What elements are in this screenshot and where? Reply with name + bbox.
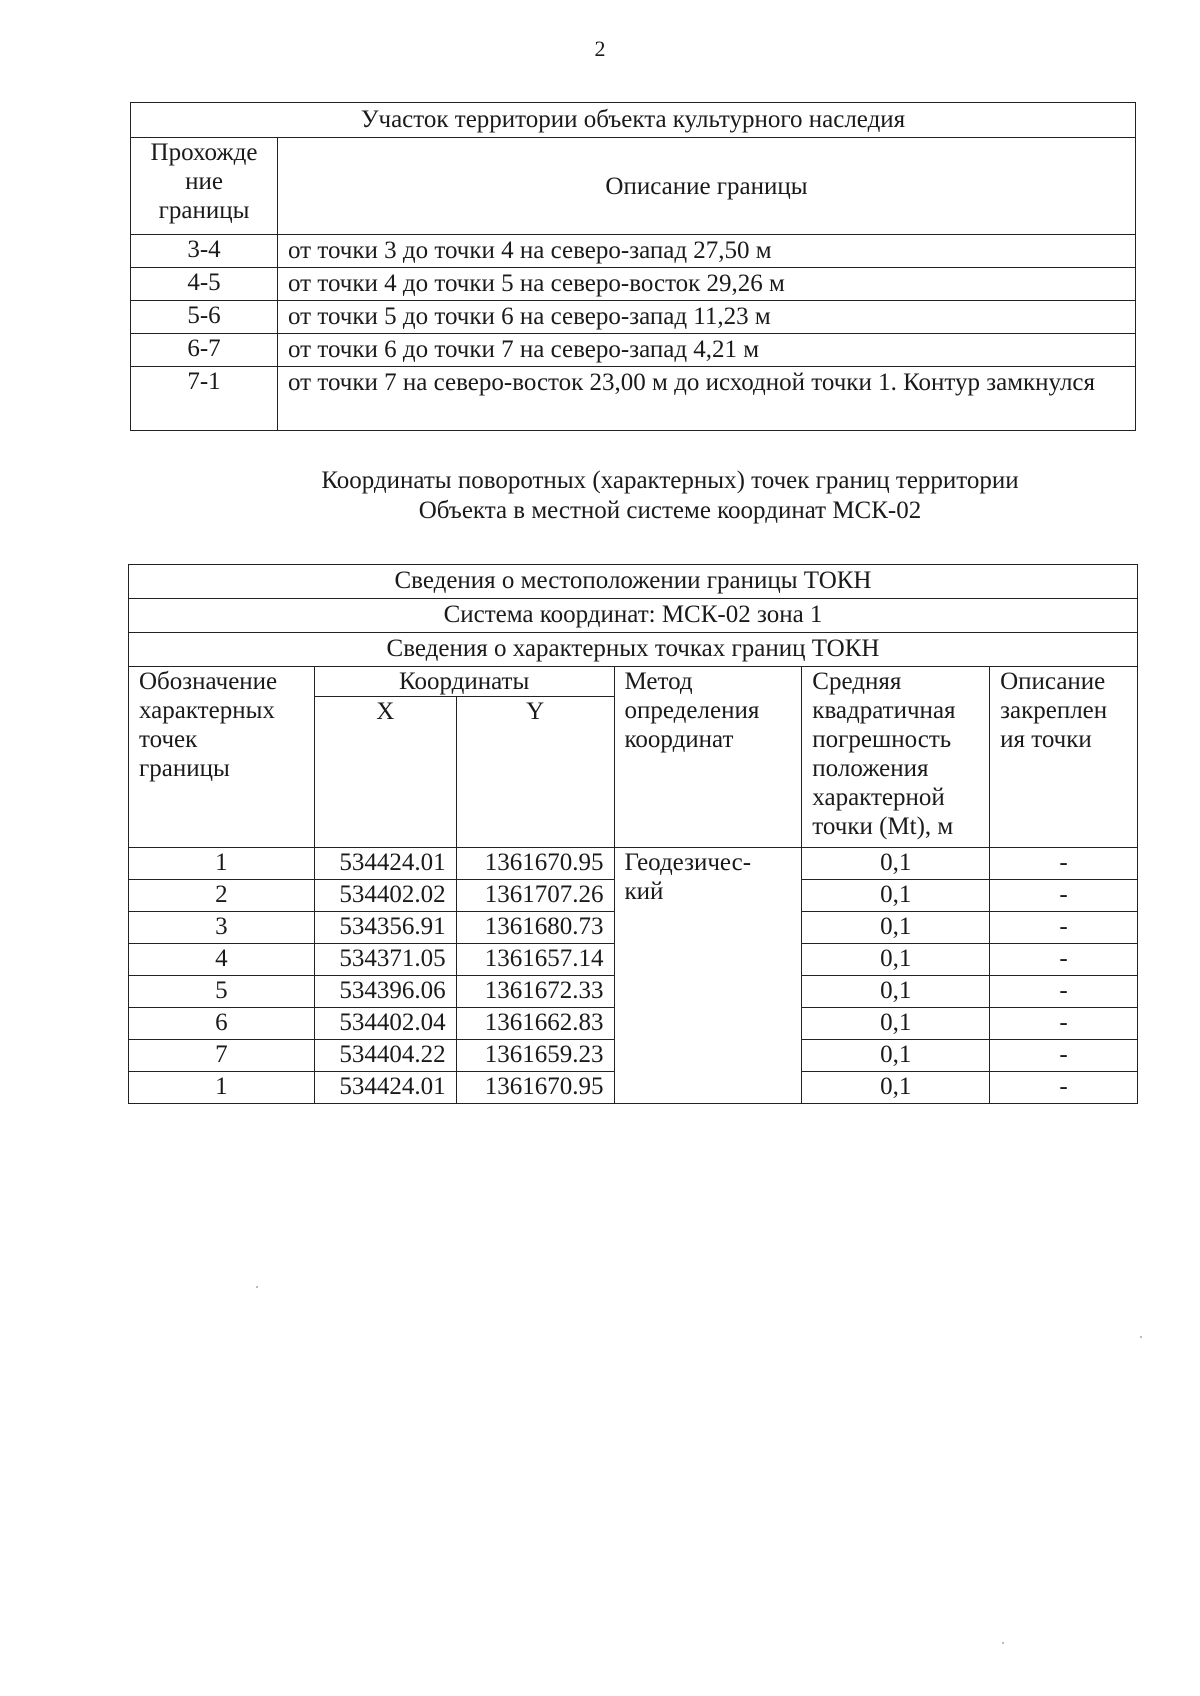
description-cell: от точки 4 до точки 5 на северо-восток 29,26 м (278, 268, 1136, 301)
table-header-row (131, 138, 1136, 235)
header-line: Средняя (812, 668, 902, 695)
header-line: погрешность (812, 726, 952, 753)
error-cell: 0,1 (802, 1072, 990, 1104)
description-cell: от точки 6 до точки 7 на северо-запад 4,21 м (278, 334, 1136, 367)
y-cell: 1361670.95 (456, 1072, 614, 1104)
header-line: определения (624, 697, 760, 724)
y-cell: 1361680.73 (456, 912, 614, 944)
fixing-cell: - (990, 1072, 1138, 1104)
point-cell: 2 (129, 880, 315, 912)
header-line: Описание (1000, 668, 1106, 695)
segment-cell: 7-1 (131, 367, 278, 431)
y-cell: 1361659.23 (456, 1040, 614, 1072)
header-line: Прохожде (150, 139, 258, 166)
fixing-cell: - (990, 976, 1138, 1008)
column-header-designation (129, 667, 315, 848)
header-line: границы (158, 197, 250, 224)
column-header-coordinates: Координаты (314, 667, 614, 697)
fixing-cell: - (990, 848, 1138, 880)
point-cell: 5 (129, 976, 315, 1008)
boundary-description-table (130, 102, 1136, 431)
fixing-cell: - (990, 944, 1138, 976)
scan-speck (1140, 1336, 1142, 1338)
scan-speck (1002, 1642, 1004, 1644)
header-line: квадратичная (812, 697, 956, 724)
description-cell: от точки 3 до точки 4 на северо-запад 27,50 м (278, 235, 1136, 268)
x-cell: 534402.02 (314, 880, 456, 912)
fixing-cell: - (990, 1040, 1138, 1072)
scan-speck (256, 1286, 258, 1288)
segment-cell: 4-5 (131, 268, 278, 301)
table-title-row (131, 103, 1136, 138)
error-cell: 0,1 (802, 1040, 990, 1072)
page-number: 2 (594, 36, 606, 61)
table-row (131, 301, 1136, 334)
error-cell: 0,1 (802, 976, 990, 1008)
x-cell: 534356.91 (314, 912, 456, 944)
x-cell: 534404.22 (314, 1040, 456, 1072)
coordinate-system: Система координат: МСК-02 зона 1 (129, 599, 1138, 633)
x-cell: 534402.04 (314, 1008, 456, 1040)
fixing-cell: - (990, 880, 1138, 912)
table-title: Участок территории объекта культурного наследия (131, 103, 1136, 138)
x-cell: 534371.05 (314, 944, 456, 976)
error-cell: 0,1 (802, 944, 990, 976)
header-line: границы (139, 755, 230, 782)
point-cell: 7 (129, 1040, 315, 1072)
header-line: ия точки (1000, 726, 1092, 753)
table-subtitle-row (129, 633, 1138, 667)
heading-line: Объекта в местной системе координат МСК-02 (418, 497, 922, 524)
fixing-cell: - (990, 912, 1138, 944)
y-cell: 1361657.14 (456, 944, 614, 976)
header-line: закреплен (1000, 697, 1108, 724)
point-cell: 4 (129, 944, 315, 976)
table-row (131, 268, 1136, 301)
characteristic-points-table (128, 564, 1138, 1104)
y-cell: 1361707.26 (456, 880, 614, 912)
coordinates-heading (180, 466, 1160, 526)
x-cell: 534396.06 (314, 976, 456, 1008)
column-header-description: Описание границы (278, 138, 1136, 235)
header-line: координат (624, 726, 734, 753)
column-header-x: X (314, 697, 456, 848)
error-cell: 0,1 (802, 880, 990, 912)
header-line: Метод (624, 668, 693, 695)
y-cell: 1361672.33 (456, 976, 614, 1008)
fixing-cell: - (990, 1008, 1138, 1040)
header-line: характерных (139, 697, 275, 724)
description-cell: от точки 7 на северо-восток 23,00 м до исходной точки 1. Контур замкнулся (278, 367, 1136, 431)
coordinate-system-row (129, 599, 1138, 633)
header-line: характерной (812, 784, 945, 811)
column-header-y: Y (456, 697, 614, 848)
heading-line: Координаты поворотных (характерных) точек границ территории (321, 467, 1019, 494)
column-header-error (802, 667, 990, 848)
x-cell: 534424.01 (314, 1072, 456, 1104)
point-cell: 1 (129, 848, 315, 880)
error-cell: 0,1 (802, 912, 990, 944)
segment-cell: 6-7 (131, 334, 278, 367)
header-line: ние (185, 168, 223, 195)
table-header-row (129, 667, 1138, 697)
header-line: точек (139, 726, 198, 753)
table-subtitle: Сведения о характерных точках границ ТОКН (129, 633, 1138, 667)
header-line: Обозначение (139, 668, 278, 695)
segment-cell: 5-6 (131, 301, 278, 334)
column-header-method (614, 667, 802, 848)
point-cell: 3 (129, 912, 315, 944)
method-line: кий (624, 878, 664, 905)
column-header-segment (131, 138, 278, 235)
error-cell: 0,1 (802, 1008, 990, 1040)
header-line: положения (812, 755, 929, 782)
error-cell: 0,1 (802, 848, 990, 880)
point-cell: 1 (129, 1072, 315, 1104)
method-line: Геодезичес- (624, 849, 752, 876)
header-line: точки (Mt), м (812, 813, 954, 840)
point-cell: 6 (129, 1008, 315, 1040)
table-row (129, 848, 1138, 880)
y-cell: 1361662.83 (456, 1008, 614, 1040)
segment-cell: 3-4 (131, 235, 278, 268)
y-cell: 1361670.95 (456, 848, 614, 880)
table-title: Сведения о местоположении границы ТОКН (129, 565, 1138, 599)
method-cell (614, 848, 802, 1104)
table-row (131, 334, 1136, 367)
description-cell: от точки 5 до точки 6 на северо-запад 11,23 м (278, 301, 1136, 334)
table-title-row (129, 565, 1138, 599)
table-row (131, 367, 1136, 431)
x-cell: 534424.01 (314, 848, 456, 880)
table-row (131, 235, 1136, 268)
column-header-fixing (990, 667, 1138, 848)
